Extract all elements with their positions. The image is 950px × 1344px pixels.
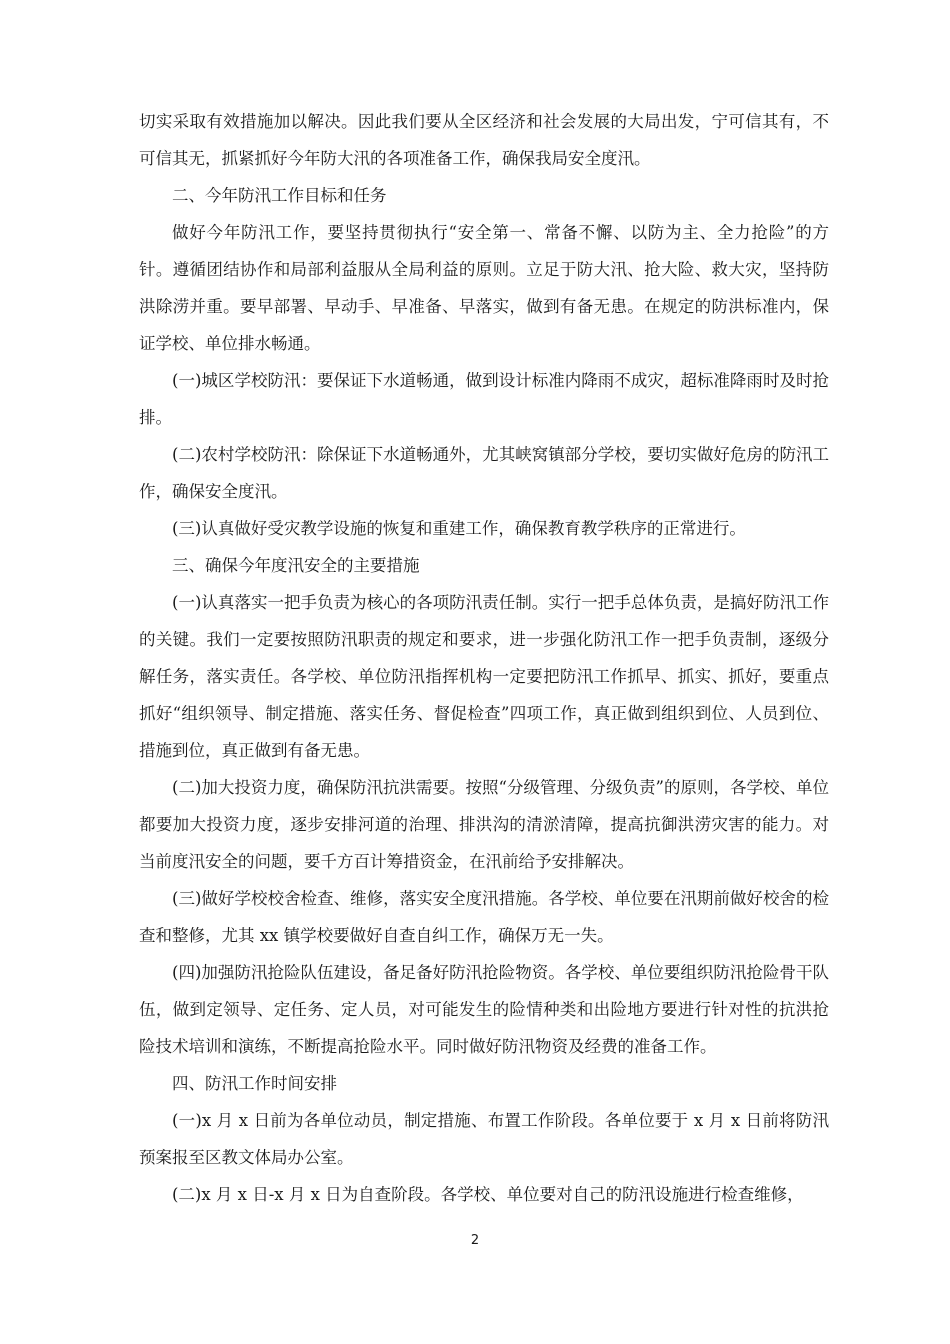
- list-item: (二)加大投资力度，确保防汛抗洪需要。按照“分级管理、分级负责”的原则，各学校、单位都要加大投资力度，逐步安排河道的治理、排洪沟的清淤清障，提高抗御洪涝灾害的能力。对当前度汛安全的问题，要千方百计筹措资金，在汛前给予安排解决。: [139, 778, 829, 871]
- document-body: [139, 103, 829, 1213]
- paragraph: 切实采取有效措施加以解决。因此我们要从全区经济和社会发展的大局出发，宁可信其有，不可信其无，抓紧抓好今年防大汛的各项准备工作，确保我局安全度汛。: [139, 112, 829, 168]
- section-heading: 四、防汛工作时间安排: [172, 1074, 337, 1093]
- section-heading: 二、今年防汛工作目标和任务: [172, 186, 387, 205]
- list-item: (三)做好学校校舍检查、维修，落实安全度汛措施。各学校、单位要在汛期前做好校舍的检查和整修，尤其 xx 镇学校要做好自查自纠工作，确保万无一失。: [139, 889, 829, 945]
- section-heading: 三、确保今年度汛安全的主要措施: [172, 556, 420, 575]
- paragraph: 做好今年防汛工作，要坚持贯彻执行“安全第一、常备不懈、以防为主、全力抢险”的方针。遵循团结协作和局部利益服从全局利益的原则。立足于防大汛、抢大险、救大灾，坚持防洪除涝并重。要早部署、早动手、早准备、早落实，做到有备无患。在规定的防洪标准内，保证学校、单位排水畅通。: [139, 223, 829, 353]
- list-item: (一)城区学校防汛：要保证下水道畅通，做到设计标准内降雨不成灾，超标准降雨时及时抢排。: [139, 371, 829, 427]
- list-item: (二)x 月 x 日-x 月 x 日为自查阶段。各学校、单位要对自己的防汛设施进行检查维修，: [172, 1185, 804, 1204]
- list-item: (四)加强防汛抢险队伍建设，备足备好防汛抢险物资。各学校、单位要组织防汛抢险骨干队伍，做到定领导、定任务、定人员，对可能发生的险情种类和出险地方要进行针对性的抗洪抢险技术培训和演练，不断提高抢险水平。同时做好防汛物资及经费的准备工作。: [139, 963, 829, 1056]
- list-item: (二)农村学校防汛：除保证下水道畅通外，尤其峡窝镇部分学校，要切实做好危房的防汛工作，确保安全度汛。: [139, 445, 829, 501]
- list-item: (一)认真落实一把手负责为核心的各项防汛责任制。实行一把手总体负责，是搞好防汛工作的关键。我们一定要按照防汛职责的规定和要求，进一步强化防汛工作一把手负责制，逐级分解任务，落实责任。各学校、单位防汛指挥机构一定要把防汛工作抓早、抓实、抓好，要重点抓好“组织领导、制定措施、落实任务、督促检查”四项工作，真正做到组织到位、人员到位、措施到位，真正做到有备无患。: [139, 593, 829, 760]
- list-item: (三)认真做好受灾教学设施的恢复和重建工作，确保教育教学秩序的正常进行。: [172, 519, 746, 538]
- page-number: 2: [470, 1233, 480, 1248]
- list-item: (一)x 月 x 日前为各单位动员，制定措施、布置工作阶段。各单位要于 x 月 x 日前将防汛预案报至区教文体局办公室。: [139, 1111, 829, 1167]
